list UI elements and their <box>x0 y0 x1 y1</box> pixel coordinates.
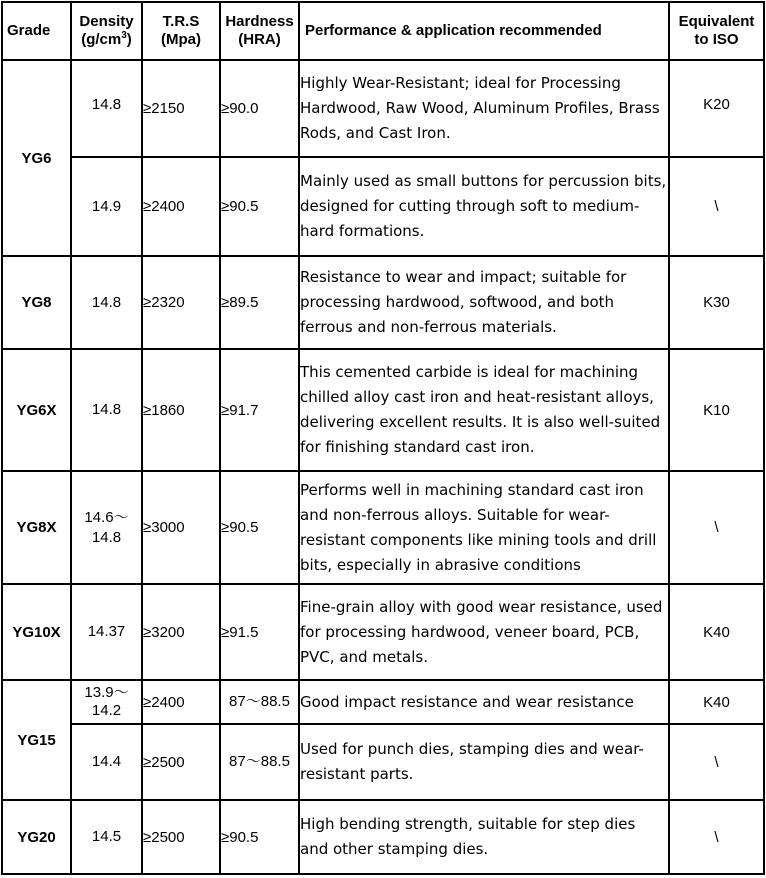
performance-cell: Resistance to wear and impact; suitable for processing hardwood, softwood, and both ferrous and non-ferrous materials. <box>299 256 669 349</box>
header-hardness-line2: (HRA) <box>238 31 281 48</box>
header-hardness <box>220 2 299 60</box>
table-row <box>2 60 764 157</box>
performance-cell: Good impact resistance and wear resistance <box>299 680 669 724</box>
iso-cell <box>669 60 764 157</box>
header-hardness-line1: Hardness <box>225 13 294 30</box>
header-iso-line2: to ISO <box>694 31 739 48</box>
trs-cell: ≥2500 <box>142 724 220 800</box>
grade-cell: YG15 <box>2 680 71 800</box>
trs-cell: ≥3200 <box>142 584 220 680</box>
density-cell <box>71 60 142 157</box>
hardness-cell: 87～88.5 <box>220 724 299 800</box>
grade-cell: YG10X <box>2 584 71 680</box>
density-range-end: 14.8 <box>91 528 122 546</box>
iso-cell: \ <box>669 724 764 800</box>
header-performance: Performance & application recommended <box>299 2 669 60</box>
header-trs-line1: T.R.S <box>162 13 200 30</box>
header-density-unit-pre: (g/cm <box>81 31 122 48</box>
grade-cell: YG6 <box>2 60 71 256</box>
table-row <box>2 724 764 800</box>
trs-cell: ≥3000 <box>142 471 220 584</box>
density-range-start: 13.9～ <box>84 684 129 701</box>
table-row <box>2 680 764 724</box>
performance-cell: High bending strength, suitable for step dies and other stamping dies. <box>299 800 669 874</box>
hardness-cell: ≥90.5 <box>220 471 299 584</box>
header-density-line1: Density <box>79 13 134 30</box>
density-cell: 14.5 <box>71 800 142 874</box>
iso-cell: \ <box>669 471 764 584</box>
table-row <box>2 471 764 584</box>
iso-cell: K30 <box>669 256 764 349</box>
density-cell <box>71 680 142 724</box>
header-row <box>2 2 764 60</box>
performance-cell: Mainly used as small buttons for percussion bits, designed for cutting through soft to medium-hard formations. <box>299 157 669 256</box>
trs-cell: ≥1860 <box>142 349 220 471</box>
table-row <box>2 349 764 471</box>
density-cell <box>71 471 142 584</box>
iso-cell: K40 <box>669 680 764 724</box>
header-density-unit-sup: 3 <box>121 30 127 41</box>
hardness-cell: ≥91.5 <box>220 584 299 680</box>
table-row <box>2 256 764 349</box>
trs-cell: ≥2150 <box>142 60 220 157</box>
header-grade: Grade <box>2 2 71 60</box>
grade-cell: YG6X <box>2 349 71 471</box>
trs-cell: ≥2400 <box>142 680 220 724</box>
iso-value: K20 <box>703 96 730 113</box>
grade-cell: YG8X <box>2 471 71 584</box>
header-density-unit-post: ) <box>126 31 132 48</box>
table-row <box>2 800 764 874</box>
density-range-end: 14.2 <box>91 702 122 719</box>
grade-cell: YG20 <box>2 800 71 874</box>
hardness-cell: ≥90.0 <box>220 60 299 157</box>
density-value: 14.8 <box>91 95 122 113</box>
header-trs-line2: (Mpa) <box>161 31 201 48</box>
performance-cell: Used for punch dies, stamping dies and wear-resistant parts. <box>299 724 669 800</box>
density-cell: 14.8 <box>71 256 142 349</box>
hardness-cell: 87～88.5 <box>220 680 299 724</box>
header-iso <box>669 2 764 60</box>
iso-cell: \ <box>669 157 764 256</box>
density-cell: 14.8 <box>71 349 142 471</box>
table-row <box>2 157 764 256</box>
performance-cell: This cemented carbide is ideal for machining chilled alloy cast iron and heat-resistant alloys, delivering excellent results. It is also well-suited for finishing standard cast iron. <box>299 349 669 471</box>
header-iso-line1: Equivalent <box>678 13 755 30</box>
header-density <box>71 2 142 60</box>
performance-cell: Fine-grain alloy with good wear resistance, used for processing hardwood, veneer board, PCB, PVC, and metals. <box>299 584 669 680</box>
trs-cell: ≥2320 <box>142 256 220 349</box>
hardness-cell: ≥90.5 <box>220 800 299 874</box>
performance-cell: Highly Wear-Resistant; ideal for Processing Hardwood, Raw Wood, Aluminum Profiles, Brass Rods, and Cast Iron. <box>299 60 669 157</box>
grade-cell: YG8 <box>2 256 71 349</box>
hardness-cell: ≥90.5 <box>220 157 299 256</box>
table-row <box>2 584 764 680</box>
density-cell: 14.4 <box>71 724 142 800</box>
density-range-start: 14.6～ <box>84 508 129 526</box>
header-trs <box>142 2 220 60</box>
density-cell: 14.9 <box>71 157 142 256</box>
density-cell: 14.37 <box>71 584 142 680</box>
trs-cell: ≥2400 <box>142 157 220 256</box>
iso-cell: K10 <box>669 349 764 471</box>
hardness-cell: ≥89.5 <box>220 256 299 349</box>
trs-cell: ≥2500 <box>142 800 220 874</box>
grade-properties-table <box>1 1 765 875</box>
iso-cell: \ <box>669 800 764 874</box>
hardness-cell: ≥91.7 <box>220 349 299 471</box>
performance-cell: Performs well in machining standard cast iron and non-ferrous alloys. Suitable for wear-resistant components like mining tools and drill bits, especially in abrasive conditions <box>299 471 669 584</box>
iso-cell: K40 <box>669 584 764 680</box>
